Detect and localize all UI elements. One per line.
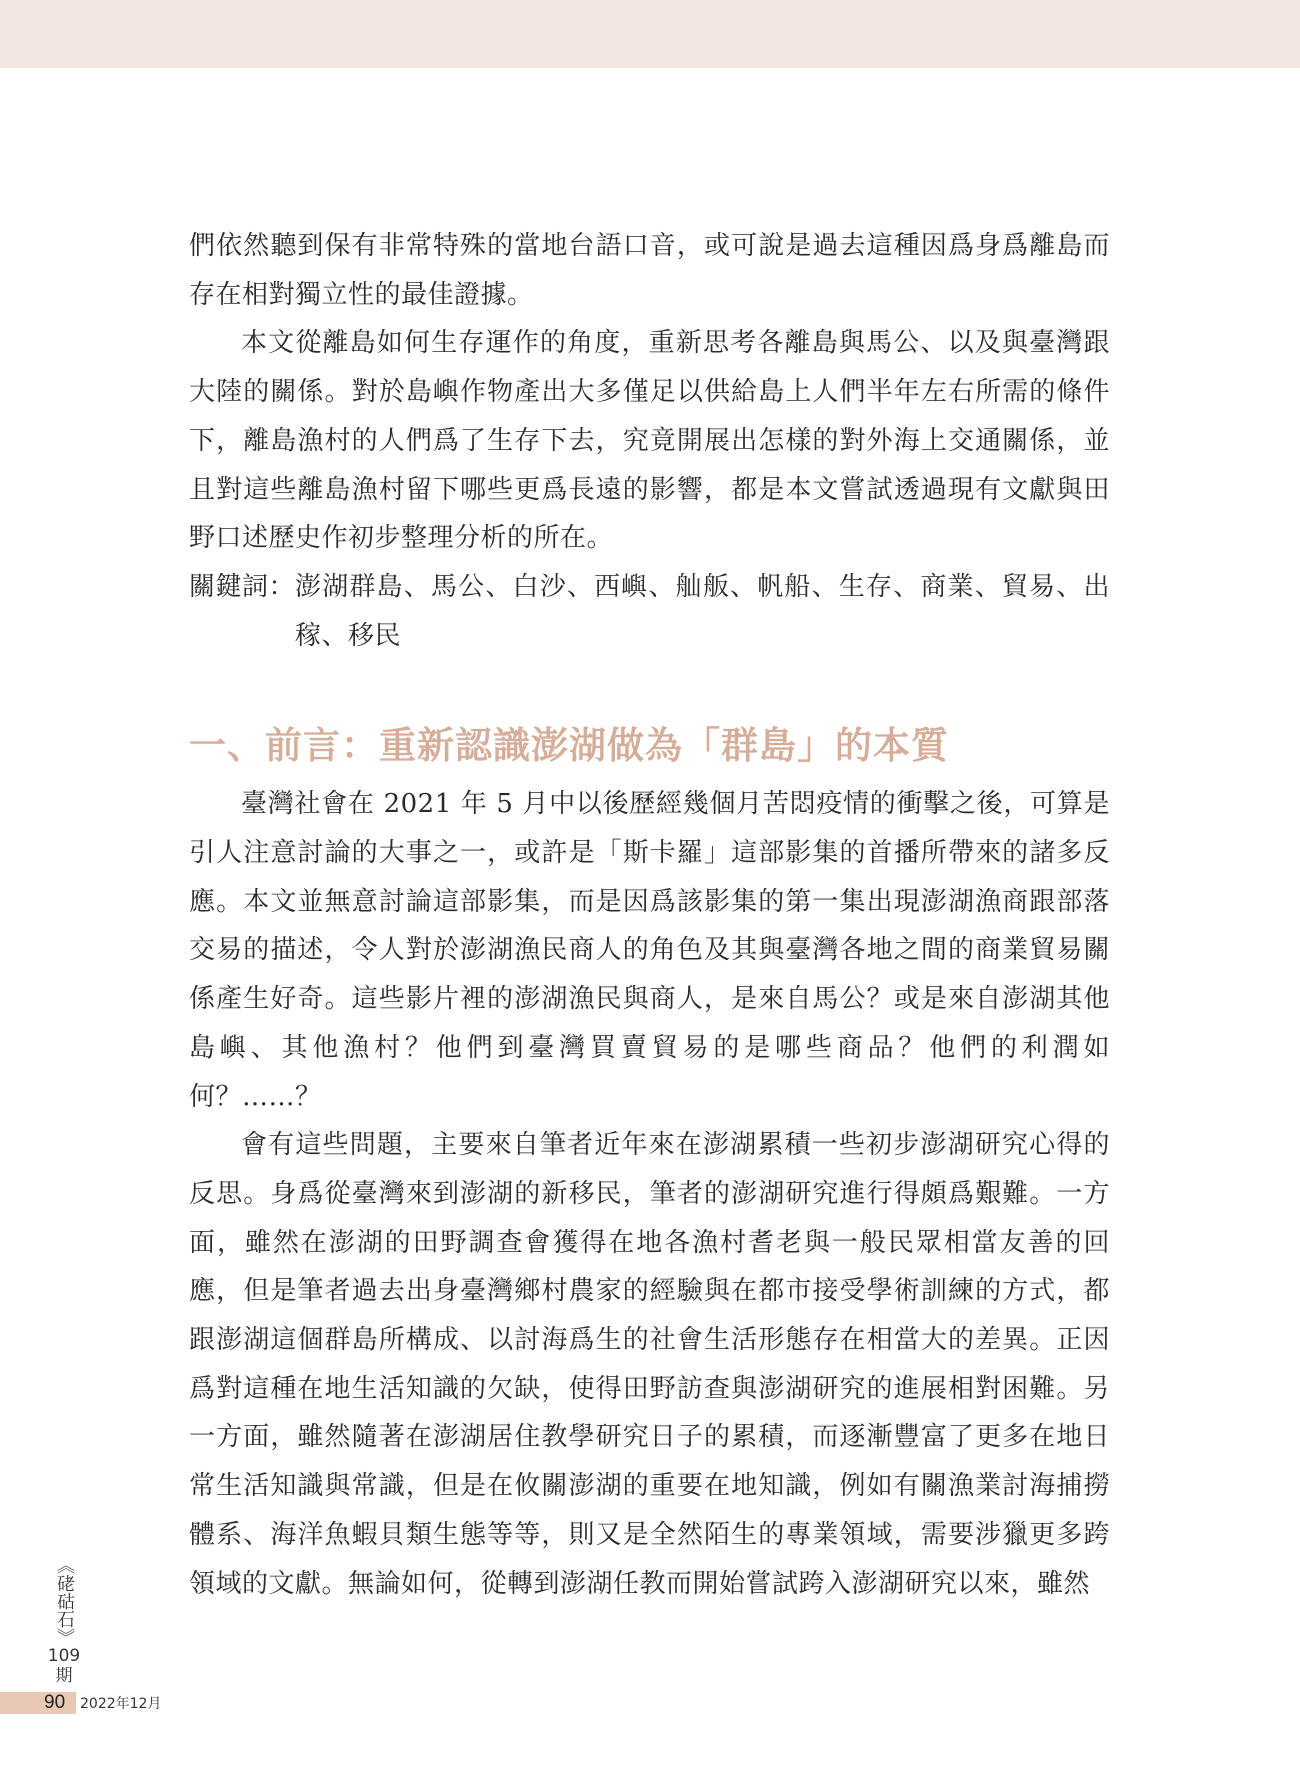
issue-date: 2022年12月 xyxy=(80,1696,162,1712)
keywords-line xyxy=(189,563,1110,660)
journal-title: 《硓𥑮石》 xyxy=(54,1556,75,1646)
section-heading: 一、前言：重新認識澎湖做為「群島」的本質 xyxy=(189,724,949,768)
keywords-text: 澎湖群島、馬公、白沙、西嶼、舢舨、帆船、生存、商業、貿易、出稼、移民 xyxy=(295,571,1110,651)
article-body xyxy=(189,222,1110,1608)
section-paragraph: 臺灣社會在 2021 年 5 月中以後歷經幾個月苦悶疫情的衝擊之後，可算是引人注意討論的大事之一，或許是「斯卡羅」這部影集的首播所帶來的諸多反應。本文並無意討論這部影集，而是因爲該影集的第一集出現澎湖漁商跟部落交易的描述，令人對於澎湖漁民商人的角色及其與臺灣各地之間的商業貿易關係產生好奇。這些影片裡的澎湖漁民與商人，是來自馬公？或是來自澎湖其他島嶼、其他漁村？他們到臺灣買賣貿易的是哪些商品？他們的利潤如何？……？ xyxy=(189,789,1110,1112)
section-paragraph: 會有這些問題，主要來自筆者近年來在澎湖累積一些初步澎湖研究心得的反思。身爲從臺灣來到澎湖的新移民，筆者的澎湖研究進行得頗爲艱難。一方面，雖然在澎湖的田野調查會獲得在地各漁村耆老與一般民眾相當友善的回應，但是筆者過去出身臺灣鄉村農家的經驗與在都市接受學術訓練的方式，都跟澎湖這個群島所構成、以討海爲生的社會生活形態存在相當大的差異。正因爲對這種在地生活知識的欠缺，使得田野訪查與澎湖研究的進展相對困難。另一方面，雖然隨著在澎湖居住教學研究日子的累積，而逐漸豐富了更多在地日常生活知識與常識，但是在攸關澎湖的重要在地知識，例如有關漁業討海捕撈體系、海洋魚蝦貝類生態等等，則又是全然陌生的專業領域，需要涉獵更多跨領域的文獻。無論如何，從轉到澎湖任教而開始嘗試跨入澎湖研究以來，雖然 xyxy=(189,1130,1110,1599)
journal-sidebar xyxy=(44,1556,84,1686)
page-number: 90 xyxy=(44,1692,66,1713)
paragraph-abstract: 本文從離島如何生存運作的角度，重新思考各離島與馬公、以及與臺灣跟大陸的關係。對於島嶼作物產出大多僅足以供給島上人們半年左右所需的條件下，離島漁村的人們爲了生存下去，究竟開展出怎樣的對外海上交通關係，並且對這些離島漁村留下哪些更爲長遠的影響，都是本文嘗試透過現有文獻與田野口述歷史作初步整理分析的所在。 xyxy=(189,328,1110,554)
paragraph-continued: 們依然聽到保有非常特殊的當地台語口音，或可說是過去這種因爲身爲離島而存在相對獨立性的最佳證據。 xyxy=(189,231,1110,310)
issue-unit: 期 xyxy=(55,1666,73,1686)
issue-number: 109 xyxy=(47,1646,81,1666)
keywords-label: 關鍵詞： xyxy=(189,571,296,602)
top-color-band xyxy=(0,0,1300,68)
